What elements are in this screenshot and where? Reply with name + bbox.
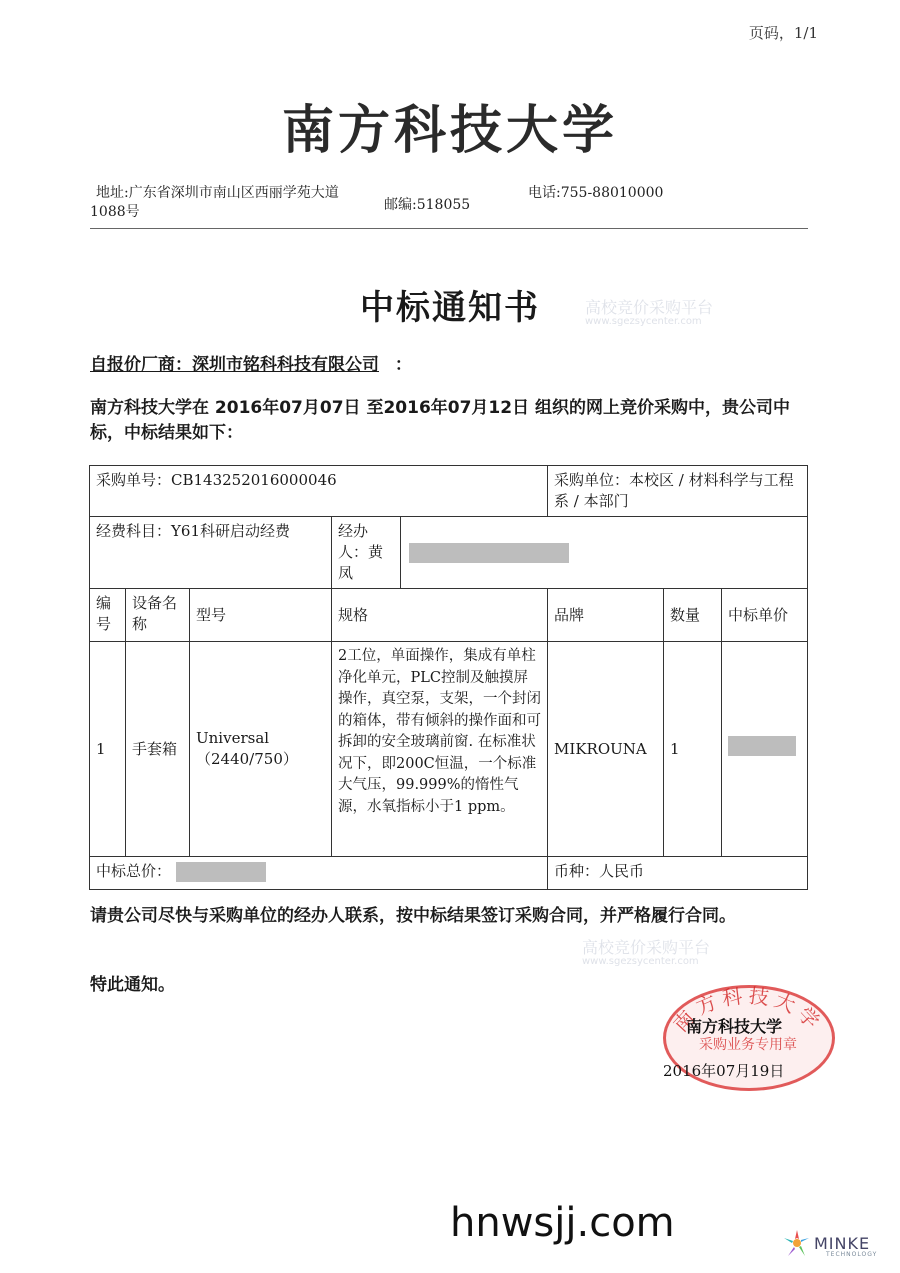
cell-qty: 1 (664, 642, 722, 857)
header-model: 型号 (190, 589, 332, 642)
document-title: 中标通知书 (360, 288, 540, 328)
table-row (90, 517, 808, 589)
vendor-line (90, 350, 412, 375)
redaction-block (728, 736, 796, 756)
address-line-2: 1088号 (90, 204, 140, 220)
platform-watermark-text-2: 高校竞价采购平台 (582, 938, 711, 957)
intro-paragraph: 南方科技大学在 2016年07月07日 至2016年07月12日 组织的网上竞价采购中，贵公司中标，中标结果如下： (90, 398, 791, 443)
total-cell (90, 857, 548, 890)
cell-price (722, 642, 808, 857)
site-watermark: hnwsjj.com (450, 1200, 675, 1246)
seal-bottom-text: 采购业务专用章 (699, 1037, 797, 1053)
header-divider (90, 228, 808, 229)
total-label: 中标总价： (96, 862, 172, 880)
order-number-cell: 采购单号：CB143252016000046 (90, 466, 548, 517)
notice-text: 特此通知。 (90, 975, 175, 995)
cell-no: 1 (90, 642, 126, 857)
signature-name: 南方科技大学 (686, 1017, 783, 1036)
page-number: 页码，1/1 (748, 24, 818, 42)
table-row (90, 466, 808, 517)
cell-brand: MIKROUNA (548, 642, 664, 857)
header-spec: 规格 (332, 589, 548, 642)
handler-cell (332, 517, 808, 589)
redaction-block (409, 543, 569, 563)
table-row (90, 642, 808, 857)
header-qty: 数量 (664, 589, 722, 642)
table-header-row (90, 589, 808, 642)
header-no: 编号 (90, 589, 126, 642)
vendor-name: 自报价厂商：深圳市铭科科技有限公司 (90, 355, 379, 375)
header-brand: 品牌 (548, 589, 664, 642)
header-price: 中标单价 (722, 589, 808, 642)
platform-watermark-url-2: www.sgezsycenter.com (582, 956, 699, 967)
header-name: 设备名称 (126, 589, 190, 642)
closing-paragraph: 请贵公司尽快与采购单位的经办人联系，按中标结果签订采购合同，并严格履行合同。 (90, 906, 736, 926)
cell-name: 手套箱 (126, 642, 190, 857)
handler-contact (401, 517, 577, 588)
cell-model: Universal （2440/750） (190, 642, 332, 857)
currency-cell: 币种：人民币 (548, 857, 808, 890)
signature-date: 2016年07月19日 (663, 1062, 785, 1080)
award-table (89, 465, 808, 890)
table-row (90, 857, 808, 890)
minke-logo-text: MINKE (814, 1234, 871, 1253)
redaction-block (176, 862, 266, 882)
cell-spec: 2工位，单面操作，集成有单柱净化单元，PLC控制及触摸屏操作，真空泵，支架，一个封闭的箱体，带有倾斜的操作面和可拆卸的安全玻璃前窗. 在标准状况下，即200C恒温，一个标准大气压，99.999%的惰性气源，水氧指标小于1 ppm。 (332, 642, 548, 857)
purchase-unit-cell: 采购单位：本校区 / 材料科学与工程系 / 本部门 (548, 466, 808, 517)
minke-logo-sub: TECHNOLOGY (826, 1251, 878, 1258)
handler-label: 经办人：黄凤 (332, 517, 401, 588)
seal-arc-text: 南方科技大学 (668, 985, 828, 1037)
postcode: 邮编:518055 (384, 197, 471, 213)
address-line-1: 地址:广东省深圳市南山区西丽学苑大道 (96, 185, 339, 201)
university-title: 南方科技大学 (281, 101, 618, 161)
platform-watermark-text: 高校竞价采购平台 (585, 298, 714, 317)
vendor-colon: ： (394, 355, 412, 375)
fund-cell: 经费科目：Y61科研启动经费 (90, 517, 332, 589)
platform-watermark-url: www.sgezsycenter.com (585, 316, 702, 327)
minke-logo-icon (782, 1226, 812, 1260)
phone: 电话:755-88010000 (528, 185, 664, 201)
